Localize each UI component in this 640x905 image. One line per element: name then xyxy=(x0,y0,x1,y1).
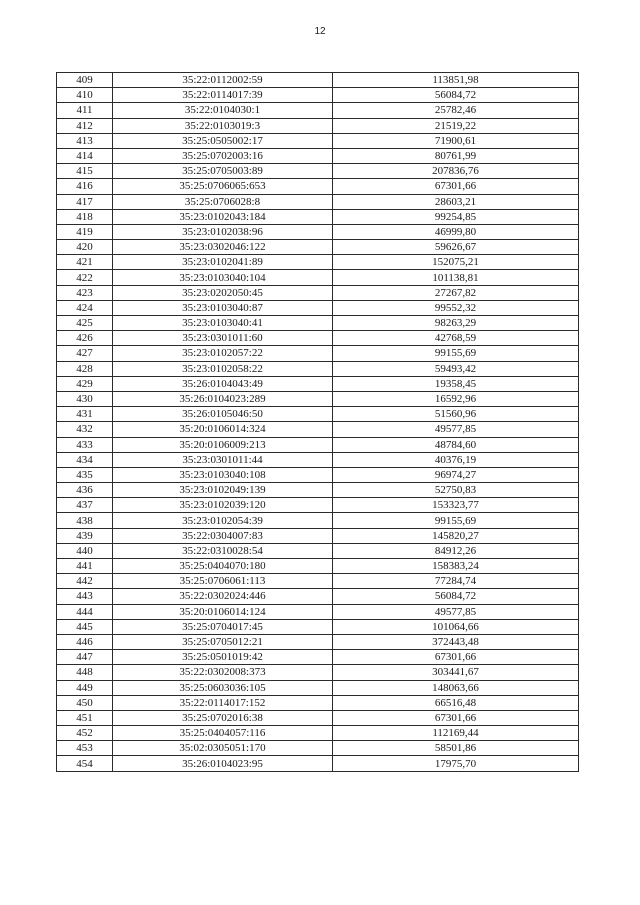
value-cell: 19358,45 xyxy=(333,376,579,391)
cadastral-number-cell: 35:25:0505002:17 xyxy=(113,133,333,148)
table-row xyxy=(57,133,579,148)
cadastral-number-cell: 35:25:0702003:16 xyxy=(113,148,333,163)
row-number-cell: 448 xyxy=(57,665,113,680)
row-number-cell: 414 xyxy=(57,148,113,163)
row-number-cell: 430 xyxy=(57,391,113,406)
value-cell: 99155,69 xyxy=(333,346,579,361)
cadastral-number-cell: 35:22:0310028:54 xyxy=(113,543,333,558)
cadastral-number-cell: 35:02:0305051:170 xyxy=(113,741,333,756)
value-cell: 101138,81 xyxy=(333,270,579,285)
row-number-cell: 451 xyxy=(57,710,113,725)
row-number-cell: 409 xyxy=(57,73,113,88)
value-cell: 67301,66 xyxy=(333,650,579,665)
table-row xyxy=(57,695,579,710)
table-row xyxy=(57,528,579,543)
table-row xyxy=(57,513,579,528)
row-number-cell: 416 xyxy=(57,179,113,194)
table-row xyxy=(57,634,579,649)
table-row xyxy=(57,589,579,604)
table-row xyxy=(57,574,579,589)
value-cell: 98263,29 xyxy=(333,316,579,331)
row-number-cell: 442 xyxy=(57,574,113,589)
table-row xyxy=(57,665,579,680)
value-cell: 101064,66 xyxy=(333,619,579,634)
cadastral-number-cell: 35:25:0705012:21 xyxy=(113,634,333,649)
row-number-cell: 423 xyxy=(57,285,113,300)
row-number-cell: 421 xyxy=(57,255,113,270)
table-row xyxy=(57,756,579,771)
value-cell: 17975,70 xyxy=(333,756,579,771)
value-cell: 80761,99 xyxy=(333,148,579,163)
value-cell: 58501,86 xyxy=(333,741,579,756)
value-cell: 59493,42 xyxy=(333,361,579,376)
cadastral-number-cell: 35:25:0603036:105 xyxy=(113,680,333,695)
cadastral-number-cell: 35:25:0704017:45 xyxy=(113,619,333,634)
value-cell: 42768,59 xyxy=(333,331,579,346)
table-row xyxy=(57,103,579,118)
value-cell: 49577,85 xyxy=(333,422,579,437)
value-cell: 16592,96 xyxy=(333,391,579,406)
table-row xyxy=(57,270,579,285)
table-row xyxy=(57,452,579,467)
cadastral-number-cell: 35:22:0103019:3 xyxy=(113,118,333,133)
row-number-cell: 441 xyxy=(57,559,113,574)
table-row xyxy=(57,255,579,270)
row-number-cell: 431 xyxy=(57,407,113,422)
value-cell: 77284,74 xyxy=(333,574,579,589)
row-number-cell: 452 xyxy=(57,726,113,741)
value-cell: 52750,83 xyxy=(333,483,579,498)
value-cell: 48784,60 xyxy=(333,437,579,452)
table-row xyxy=(57,650,579,665)
value-cell: 67301,66 xyxy=(333,710,579,725)
table-row xyxy=(57,543,579,558)
value-cell: 145820,27 xyxy=(333,528,579,543)
value-cell: 113851,98 xyxy=(333,73,579,88)
row-number-cell: 422 xyxy=(57,270,113,285)
value-cell: 66516,48 xyxy=(333,695,579,710)
table-row xyxy=(57,710,579,725)
table-row xyxy=(57,164,579,179)
table-row xyxy=(57,285,579,300)
row-number-cell: 426 xyxy=(57,331,113,346)
row-number-cell: 444 xyxy=(57,604,113,619)
cadastral-number-cell: 35:22:0112002:59 xyxy=(113,73,333,88)
table-row xyxy=(57,300,579,315)
row-number-cell: 439 xyxy=(57,528,113,543)
value-cell: 152075,21 xyxy=(333,255,579,270)
cadastral-number-cell: 35:26:0104023:95 xyxy=(113,756,333,771)
row-number-cell: 433 xyxy=(57,437,113,452)
row-number-cell: 410 xyxy=(57,88,113,103)
row-number-cell: 424 xyxy=(57,300,113,315)
row-number-cell: 434 xyxy=(57,452,113,467)
row-number-cell: 415 xyxy=(57,164,113,179)
value-cell: 71900,61 xyxy=(333,133,579,148)
row-number-cell: 453 xyxy=(57,741,113,756)
value-cell: 51560,96 xyxy=(333,407,579,422)
table-row xyxy=(57,179,579,194)
row-number-cell: 428 xyxy=(57,361,113,376)
cadastral-number-cell: 35:25:0404070:180 xyxy=(113,559,333,574)
table-row xyxy=(57,559,579,574)
cadastral-number-cell: 35:20:0106014:324 xyxy=(113,422,333,437)
row-number-cell: 454 xyxy=(57,756,113,771)
value-cell: 99155,69 xyxy=(333,513,579,528)
row-number-cell: 419 xyxy=(57,224,113,239)
row-number-cell: 413 xyxy=(57,133,113,148)
table-row xyxy=(57,209,579,224)
value-cell: 99254,85 xyxy=(333,209,579,224)
cadastral-number-cell: 35:23:0202050:45 xyxy=(113,285,333,300)
table-body xyxy=(57,73,579,772)
cadastral-number-cell: 35:23:0103040:87 xyxy=(113,300,333,315)
cadastral-number-cell: 35:23:0102057:22 xyxy=(113,346,333,361)
row-number-cell: 418 xyxy=(57,209,113,224)
table-row xyxy=(57,619,579,634)
cadastral-number-cell: 35:23:0102058:22 xyxy=(113,361,333,376)
value-cell: 49577,85 xyxy=(333,604,579,619)
table-row xyxy=(57,422,579,437)
value-cell: 56084,72 xyxy=(333,589,579,604)
table-row xyxy=(57,73,579,88)
value-cell: 99552,32 xyxy=(333,300,579,315)
cadastral-number-cell: 35:22:0304007:83 xyxy=(113,528,333,543)
cadastral-number-cell: 35:22:0114017:39 xyxy=(113,88,333,103)
table-row xyxy=(57,240,579,255)
row-number-cell: 420 xyxy=(57,240,113,255)
table-row xyxy=(57,118,579,133)
cadastral-number-cell: 35:23:0302046:122 xyxy=(113,240,333,255)
cadastral-number-cell: 35:23:0102049:139 xyxy=(113,483,333,498)
value-cell: 303441,67 xyxy=(333,665,579,680)
row-number-cell: 446 xyxy=(57,634,113,649)
row-number-cell: 438 xyxy=(57,513,113,528)
cadastral-number-cell: 35:25:0705003:89 xyxy=(113,164,333,179)
table-row xyxy=(57,88,579,103)
table-row xyxy=(57,361,579,376)
table-row xyxy=(57,437,579,452)
row-number-cell: 440 xyxy=(57,543,113,558)
table-row xyxy=(57,498,579,513)
row-number-cell: 417 xyxy=(57,194,113,209)
row-number-cell: 445 xyxy=(57,619,113,634)
table-row xyxy=(57,467,579,482)
value-cell: 96974,27 xyxy=(333,467,579,482)
table-row xyxy=(57,726,579,741)
cadastral-number-cell: 35:23:0103040:104 xyxy=(113,270,333,285)
row-number-cell: 435 xyxy=(57,467,113,482)
cadastral-number-cell: 35:23:0103040:41 xyxy=(113,316,333,331)
row-number-cell: 443 xyxy=(57,589,113,604)
row-number-cell: 447 xyxy=(57,650,113,665)
cadastral-number-cell: 35:23:0102039:120 xyxy=(113,498,333,513)
table-row xyxy=(57,194,579,209)
cadastral-number-cell: 35:25:0706028:8 xyxy=(113,194,333,209)
row-number-cell: 437 xyxy=(57,498,113,513)
cadastral-number-cell: 35:25:0501019:42 xyxy=(113,650,333,665)
cadastral-value-table xyxy=(56,72,579,772)
page-number: 12 xyxy=(314,26,326,37)
cadastral-number-cell: 35:26:0104023:289 xyxy=(113,391,333,406)
value-cell: 59626,67 xyxy=(333,240,579,255)
cadastral-number-cell: 35:25:0706061:113 xyxy=(113,574,333,589)
cadastral-number-cell: 35:23:0102043:184 xyxy=(113,209,333,224)
cadastral-number-cell: 35:22:0302024:446 xyxy=(113,589,333,604)
cadastral-number-cell: 35:20:0106014:124 xyxy=(113,604,333,619)
cadastral-number-cell: 35:26:0104043:49 xyxy=(113,376,333,391)
value-cell: 112169,44 xyxy=(333,726,579,741)
row-number-cell: 449 xyxy=(57,680,113,695)
row-number-cell: 436 xyxy=(57,483,113,498)
value-cell: 158383,24 xyxy=(333,559,579,574)
value-cell: 21519,22 xyxy=(333,118,579,133)
row-number-cell: 427 xyxy=(57,346,113,361)
value-cell: 27267,82 xyxy=(333,285,579,300)
value-cell: 46999,80 xyxy=(333,224,579,239)
value-cell: 25782,46 xyxy=(333,103,579,118)
value-cell: 153323,77 xyxy=(333,498,579,513)
row-number-cell: 411 xyxy=(57,103,113,118)
cadastral-number-cell: 35:23:0301011:44 xyxy=(113,452,333,467)
row-number-cell: 450 xyxy=(57,695,113,710)
table-row xyxy=(57,346,579,361)
table-row xyxy=(57,316,579,331)
cadastral-number-cell: 35:26:0105046:50 xyxy=(113,407,333,422)
table-row xyxy=(57,483,579,498)
table-row xyxy=(57,407,579,422)
table-row xyxy=(57,224,579,239)
value-cell: 56084,72 xyxy=(333,88,579,103)
cadastral-number-cell: 35:22:0114017:152 xyxy=(113,695,333,710)
cadastral-number-cell: 35:23:0102041:89 xyxy=(113,255,333,270)
table-row xyxy=(57,680,579,695)
cadastral-number-cell: 35:23:0102054:39 xyxy=(113,513,333,528)
value-cell: 148063,66 xyxy=(333,680,579,695)
row-number-cell: 412 xyxy=(57,118,113,133)
table-row xyxy=(57,604,579,619)
value-cell: 207836,76 xyxy=(333,164,579,179)
table-row xyxy=(57,331,579,346)
cadastral-number-cell: 35:25:0702016:38 xyxy=(113,710,333,725)
cadastral-number-cell: 35:25:0706065:653 xyxy=(113,179,333,194)
value-cell: 67301,66 xyxy=(333,179,579,194)
value-cell: 84912,26 xyxy=(333,543,579,558)
value-cell: 40376,19 xyxy=(333,452,579,467)
cadastral-number-cell: 35:23:0301011:60 xyxy=(113,331,333,346)
value-cell: 372443,48 xyxy=(333,634,579,649)
row-number-cell: 432 xyxy=(57,422,113,437)
cadastral-number-cell: 35:23:0102038:96 xyxy=(113,224,333,239)
cadastral-number-cell: 35:22:0302008:373 xyxy=(113,665,333,680)
cadastral-number-cell: 35:20:0106009:213 xyxy=(113,437,333,452)
table-row xyxy=(57,376,579,391)
table-row xyxy=(57,148,579,163)
table-row xyxy=(57,741,579,756)
table-row xyxy=(57,391,579,406)
row-number-cell: 429 xyxy=(57,376,113,391)
cadastral-number-cell: 35:22:0104030:1 xyxy=(113,103,333,118)
cadastral-number-cell: 35:25:0404057:116 xyxy=(113,726,333,741)
value-cell: 28603,21 xyxy=(333,194,579,209)
cadastral-number-cell: 35:23:0103040:108 xyxy=(113,467,333,482)
row-number-cell: 425 xyxy=(57,316,113,331)
